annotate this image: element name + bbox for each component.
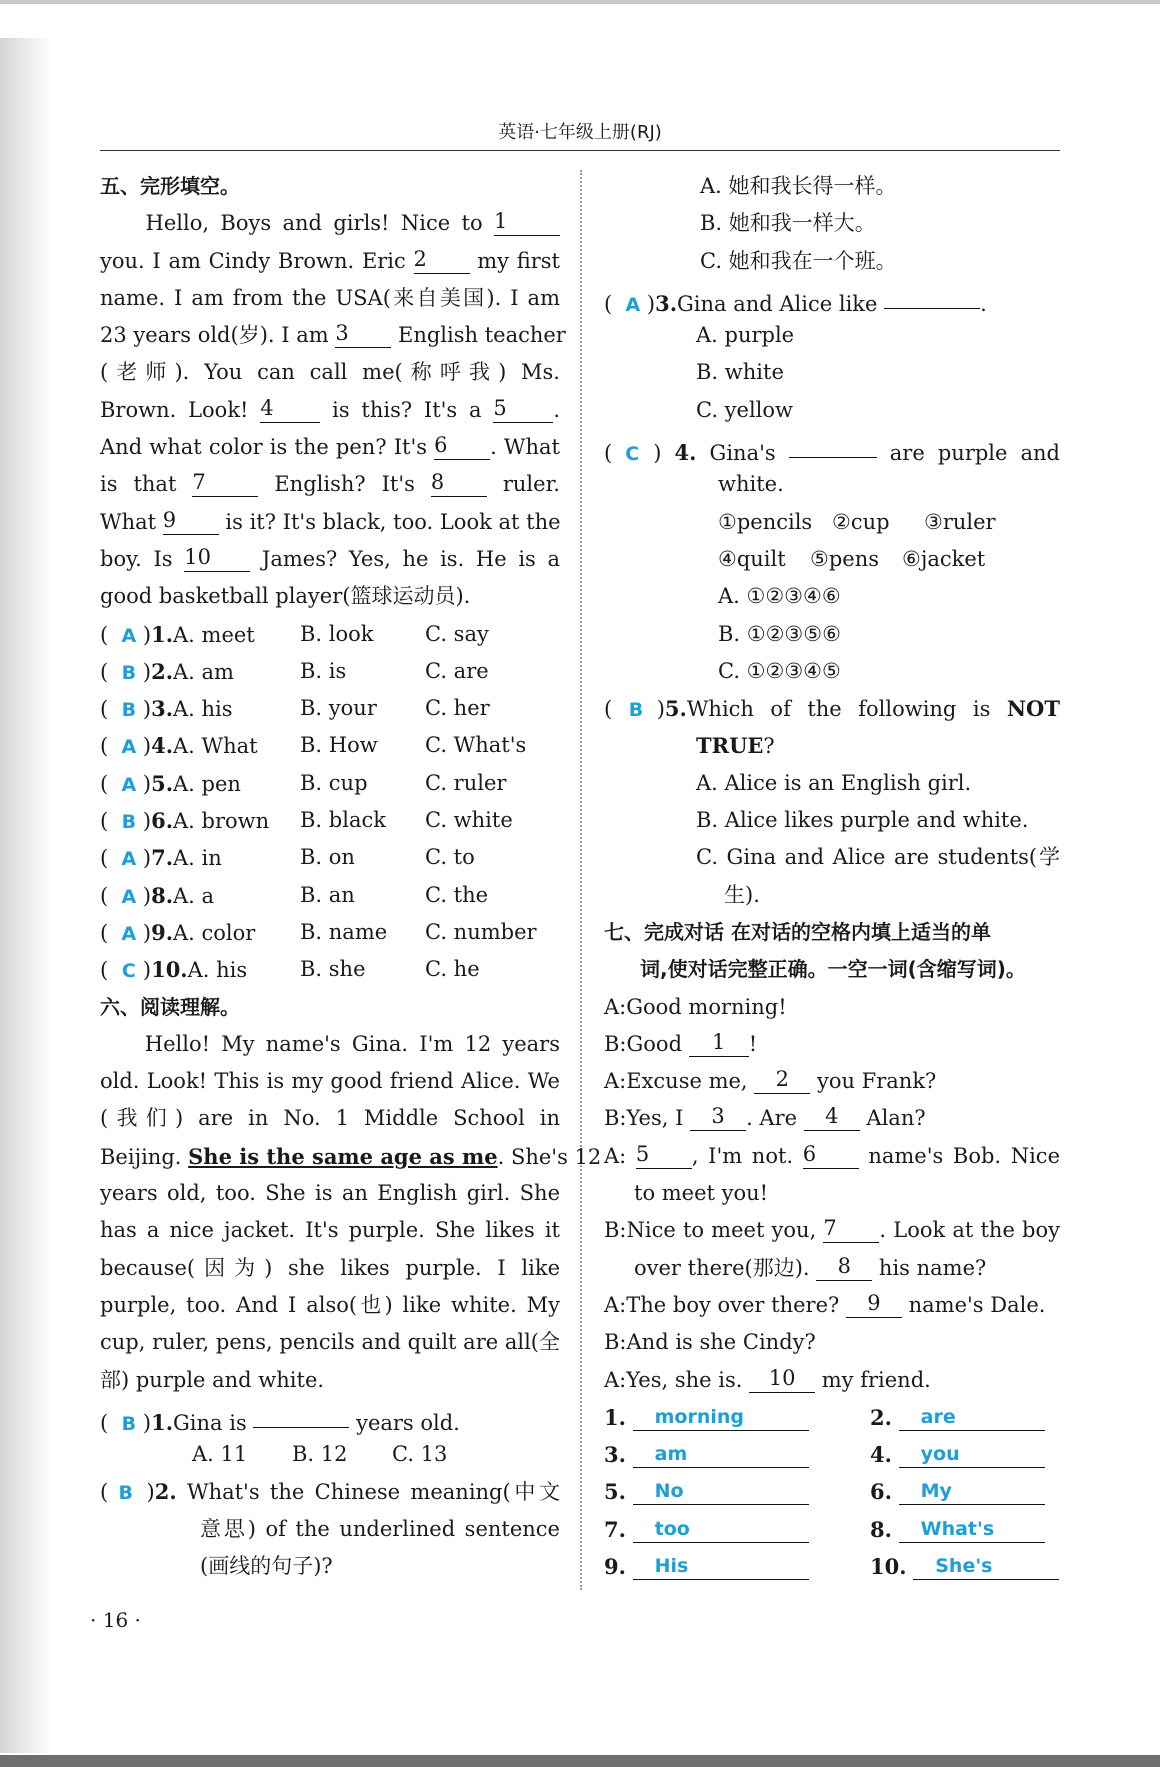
answer-letter: B <box>121 661 137 684</box>
blank: 9 <box>846 1289 902 1318</box>
answer-value: She's <box>913 1552 1059 1580</box>
option-c: C. he <box>425 957 480 982</box>
answer-number: 2. <box>870 1404 892 1430</box>
blank: 8 <box>816 1252 872 1281</box>
question-number: ( A )4.A. What <box>100 727 258 766</box>
cloze-question <box>100 877 560 914</box>
answer-number: 3. <box>604 1442 626 1468</box>
option-c: C. are <box>425 658 489 683</box>
reading-question-1: ( B )1.Gina is years old. <box>100 1399 560 1436</box>
bottom-bar <box>0 1755 1160 1767</box>
option-a: A. a <box>173 883 215 908</box>
answer-letter: A <box>121 922 137 945</box>
option-b: B. black <box>300 808 386 833</box>
option-b: B. cup <box>300 770 368 795</box>
passage-line: purple, too. And I also(也) like white. My <box>100 1292 560 1317</box>
option-b: B. How <box>300 733 378 758</box>
cloze-question <box>100 802 560 839</box>
question-number: ( A )8.A. a <box>100 877 214 916</box>
question-line: white. <box>718 472 784 497</box>
option-b: B. an <box>300 882 355 907</box>
cloze-question <box>100 839 560 876</box>
answer-letter: A <box>121 848 137 871</box>
dialogue-line: to meet you! <box>634 1181 769 1206</box>
dialogue-line: A: 5 , I'm not. 6 name's Bob. Nice <box>604 1141 1060 1168</box>
option-c: C. white <box>425 808 513 833</box>
answer-letter: A <box>121 624 137 647</box>
question-number: ( C )10.A. his <box>100 951 247 990</box>
option-b: B. your <box>300 696 377 721</box>
option: B. white <box>696 360 784 385</box>
question-number: ( B )3.A. his <box>100 690 233 729</box>
dialogue-answers <box>604 1399 1060 1585</box>
option: C. ①②③④⑤ <box>718 658 841 683</box>
option-b: B. on <box>300 845 355 870</box>
answer-number: 8. <box>870 1516 892 1542</box>
reading-question-3: ( A )3.Gina and Alice like . <box>604 280 1060 317</box>
blank: 1 <box>494 207 560 236</box>
answer-row <box>604 1548 1060 1585</box>
option: B. 她和我一样大。 <box>700 211 876 236</box>
option-b: B. name <box>300 919 388 944</box>
answer-value: My <box>899 1477 1045 1505</box>
option-c: C. number <box>425 919 537 944</box>
option-a: A. brown <box>173 809 270 834</box>
reading-question-4: ( C ) 4. Gina's are purple and <box>604 429 1060 466</box>
option-b: B. look <box>300 621 374 646</box>
dialogue-line: B:Nice to meet you, 7 . Look at the boy <box>604 1216 1060 1243</box>
blank: 10 <box>749 1364 815 1393</box>
cloze-question <box>100 616 560 653</box>
answer-number: 4. <box>870 1442 892 1468</box>
option-a: A. pen <box>173 771 241 796</box>
passage-line: cup, ruler, pens, pencils and quilt are all(全 <box>100 1330 560 1355</box>
answer-value: What's <box>899 1515 1045 1543</box>
question-number: ( A )9.A. color <box>100 914 255 953</box>
answer-letter: B <box>121 699 137 722</box>
answer-letter: B <box>121 811 137 834</box>
option-a: A. his <box>187 958 248 983</box>
question-number: ( B )6.A. brown <box>100 802 269 841</box>
answer-value: are <box>899 1403 1045 1431</box>
answer-number: 9. <box>604 1553 626 1579</box>
dialogue-line: B:Yes, I 3 . Are 4 Alan? <box>604 1104 926 1131</box>
cloze-question <box>100 951 560 988</box>
passage-line: And what color is the pen? It's 6 . What <box>100 433 560 460</box>
passage-line: because(因为) she likes purple. I like <box>100 1255 560 1280</box>
blank: 8 <box>431 468 487 497</box>
question-number: ( B )2.A. am <box>100 653 234 692</box>
answer-letter: A <box>121 885 137 908</box>
option: B. Alice likes purple and white. <box>696 808 1029 833</box>
option-a: A. What <box>173 734 258 759</box>
option: A. ①②③④⑥ <box>718 584 841 609</box>
cloze-questions <box>100 616 560 989</box>
passage-line: 部) purple and white. <box>100 1367 325 1392</box>
passage-line: What 9 is it? It's black, too. Look at the <box>100 507 561 534</box>
blank: 5 <box>636 1140 692 1169</box>
option: C. yellow <box>696 397 794 422</box>
blank: 4 <box>260 394 320 423</box>
passage-line: is that 7 English? It's 8 ruler. <box>100 470 560 497</box>
option-c: C. say <box>425 621 489 646</box>
reading-question-5: ( B )5.Which of the following is NOT <box>604 690 1060 727</box>
option: A. purple <box>696 323 795 348</box>
blank: 6 <box>803 1140 859 1169</box>
passage-line: has a nice jacket. It's purple. She likes it <box>100 1218 560 1243</box>
blank: 3 <box>335 319 391 348</box>
blank: 5 <box>493 394 553 423</box>
option: A. Alice is an English girl. <box>696 770 972 795</box>
dialogue-line: over there(那边). 8 his name? <box>634 1253 987 1280</box>
blank <box>789 429 877 458</box>
passage-line: (我们) are in No. 1 Middle School in <box>100 1106 560 1131</box>
passage-line: Brown. Look! 4 is this? It's a 5 . <box>100 395 560 422</box>
dialogue-line: B:Good 1 ! <box>604 1029 758 1056</box>
passage-line: Hello! My name's Gina. I'm 12 years <box>144 1031 561 1056</box>
answer-number: 1. <box>604 1404 626 1430</box>
option: C. Gina and Alice are students(学 <box>696 845 1060 870</box>
dialogue-line: A:Good morning! <box>604 994 787 1019</box>
answer-value: morning <box>633 1403 809 1431</box>
header-rule <box>100 150 1060 151</box>
passage-line: old. Look! This is my good friend Alice. We <box>100 1069 560 1094</box>
column-divider <box>580 170 582 1590</box>
option-a: A. his <box>173 697 233 722</box>
section-title: 六、阅读理解。 <box>100 994 240 1019</box>
passage-line: (老师). You can call me(称呼我) Ms. <box>100 360 560 385</box>
blank: 9 <box>163 506 219 535</box>
blank: 7 <box>823 1214 879 1243</box>
answer-letter: B <box>628 699 644 722</box>
option-a: A. in <box>173 846 222 871</box>
answer-value: No <box>633 1477 809 1505</box>
page-header: 英语·七年级上册(RJ) <box>498 122 662 143</box>
option-c: C. her <box>425 696 490 721</box>
option-a: A. color <box>173 920 256 945</box>
option: C. 她和我在一个班。 <box>700 248 897 273</box>
dialogue-line: B:And is she Cindy? <box>604 1330 816 1355</box>
underlined-sentence: She is the same age as me <box>188 1143 498 1169</box>
blank <box>253 1399 349 1428</box>
option: B. ①②③⑤⑥ <box>718 621 841 646</box>
passage-line: 23 years old(岁). I am 3 English teacher <box>100 321 566 348</box>
blank: 1 <box>689 1028 749 1057</box>
answer-letter: C <box>625 443 640 466</box>
blank: 2 <box>414 245 470 274</box>
answer-number: 5. <box>604 1479 626 1505</box>
section-title: 五、完形填空。 <box>100 174 240 198</box>
option-a: A. meet <box>173 622 255 647</box>
item-list: ①pencils ②cup ③ruler <box>718 509 996 534</box>
answer-row <box>604 1436 1060 1473</box>
passage-line: you. I am Cindy Brown. Eric 2 my first <box>100 246 560 273</box>
option-c: C. What's <box>425 733 527 758</box>
question-number: ( A )5.A. pen <box>100 765 241 804</box>
option-b: B. she <box>300 957 366 982</box>
passage-line: boy. Is 10 James? Yes, he is. He is a <box>100 544 561 571</box>
answer-row <box>604 1473 1060 1510</box>
blank: 2 <box>754 1065 810 1094</box>
answer-value: His <box>633 1552 809 1580</box>
blank <box>884 280 980 309</box>
dialogue-line: A:The boy over there? 9 name's Dale. <box>604 1290 1046 1317</box>
passage-line: Beijing. She is the same age as me. She's 12 <box>100 1143 602 1169</box>
section-title: 七、完成对话 在对话的空格内填上适当的单 <box>604 919 991 944</box>
dialogue-line: A:Yes, she is. 10 my friend. <box>604 1365 931 1392</box>
answer-letter: C <box>121 960 136 983</box>
answer-row <box>604 1399 1060 1436</box>
answer-letter: B <box>118 1482 133 1505</box>
question-number: ( A )1.A. meet <box>100 616 255 655</box>
blank: 7 <box>192 468 258 497</box>
option-c: C. to <box>425 845 475 870</box>
dialogue-line: A:Excuse me, 2 you Frank? <box>604 1067 937 1094</box>
answer-letter: B <box>121 1412 137 1435</box>
blank: 6 <box>434 431 490 460</box>
item-list: ④quilt ⑤pens ⑥jacket <box>718 546 986 571</box>
cloze-question <box>100 690 560 727</box>
question-line: 意思) of the underlined sentence <box>200 1516 560 1541</box>
blank: 3 <box>690 1102 746 1131</box>
page-number: · 16 · <box>90 1608 141 1632</box>
answer-number: 7. <box>604 1516 626 1542</box>
page-shadow <box>0 38 52 1753</box>
blank: 4 <box>804 1102 860 1131</box>
answer-number: 6. <box>870 1479 892 1505</box>
question-line: TRUE? <box>696 733 775 759</box>
passage-line: good basketball player(篮球运动员). <box>100 584 471 609</box>
top-edge <box>0 0 1160 4</box>
option: A. 她和我长得一样。 <box>700 174 897 198</box>
passage-line: years old, too. She is an English girl. She <box>100 1181 560 1206</box>
question-line: (画线的句子)? <box>200 1553 333 1578</box>
answer-letter: A <box>121 736 137 759</box>
passage-line: Hello, Boys and girls! Nice to 1 <box>100 205 560 242</box>
section-title: 词,使对话完整正确。一空一词(含缩写词)。 <box>640 957 1026 982</box>
cloze-question <box>100 653 560 690</box>
option-b: B. is <box>300 658 347 683</box>
reading-question-2: ( B )2. What's the Chinese meaning(中文 <box>100 1473 560 1510</box>
cloze-question <box>100 727 560 764</box>
option-a: A. am <box>173 659 234 684</box>
answer-row <box>604 1511 1060 1548</box>
reading-options: A. 11 B. 12 C. 13 <box>192 1442 448 1467</box>
option: 生). <box>724 882 760 907</box>
right-column <box>604 168 1060 1585</box>
passage-line: name. I am from the USA(来自美国). I am <box>100 285 560 310</box>
option-c: C. ruler <box>425 770 507 795</box>
answer-letter: A <box>121 773 137 796</box>
option-c: C. the <box>425 882 489 907</box>
answer-letter: A <box>625 293 641 316</box>
answer-value: am <box>633 1440 809 1468</box>
cloze-question <box>100 914 560 951</box>
left-column <box>100 168 602 1585</box>
answer-value: too <box>633 1515 809 1543</box>
blank: 10 <box>184 543 250 572</box>
question-number: ( A )7.A. in <box>100 839 222 878</box>
answer-number: 10. <box>870 1553 907 1579</box>
answer-value: you <box>899 1440 1045 1468</box>
cloze-question <box>100 765 560 802</box>
